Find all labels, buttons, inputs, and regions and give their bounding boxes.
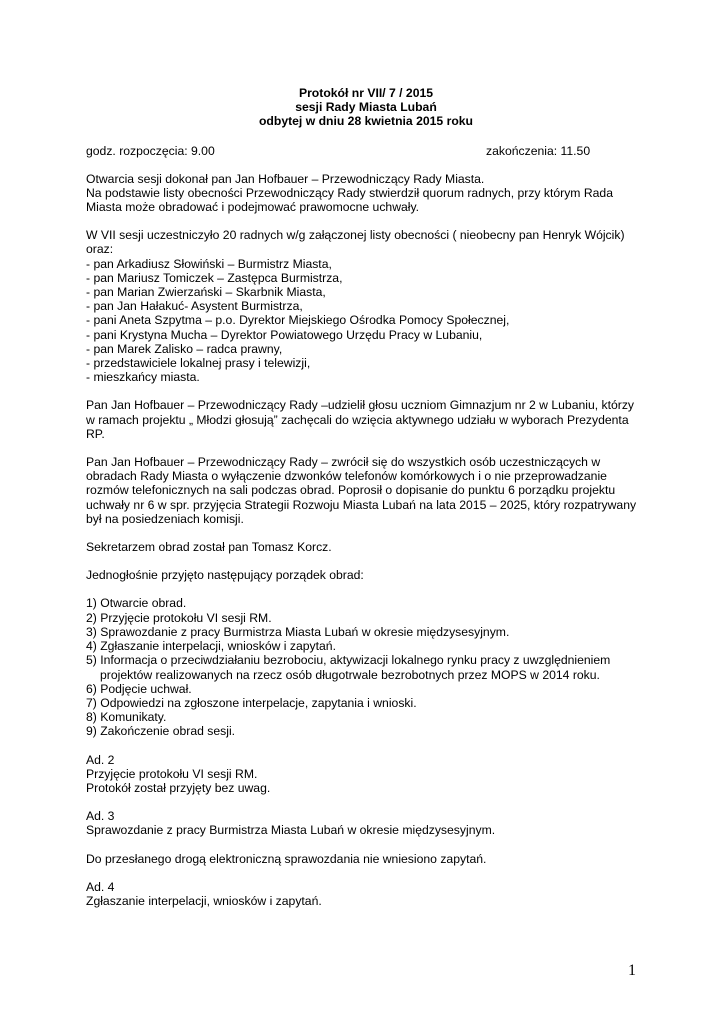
agenda-item: 3) Sprawozdanie z pracy Burmistrza Miasta Lubań w okresie międzysesyjnym. (86, 624, 510, 639)
ad2-line: Przyjęcie protokołu VI sesji RM. (86, 766, 258, 781)
attendee-item: - pan Jan Hałakuć- Asystent Burmistrza, (86, 299, 303, 314)
attendee-item: - mieszkańcy miasta. (86, 370, 200, 385)
agenda-item (86, 653, 646, 681)
attendee-item: - pan Marian Zwierzański – Skarbnik Miasta, (86, 285, 326, 300)
attendee-item: - pani Krystyna Mucha – Dyrektor Powiatowego Urzędu Pracy w Lubaniu, (86, 327, 483, 342)
attendee-item: - pan Arkadiusz Słowiński – Burmistrz Miasta, (86, 256, 332, 271)
students-line: w ramach projektu „ Młodzi głosują” zachęcali do wzięcia aktywnego udziału w wyborach Prezydenta (86, 412, 629, 427)
ad2-section (86, 753, 646, 796)
start-time: godz. rozpoczęcia: 9.00 (86, 143, 215, 158)
phones-line: był na posiedzeniach komisji. (86, 511, 244, 526)
title-line-2: sesji Rady Miasta Lubań (295, 100, 437, 115)
agenda-item: 8) Komunikaty. (86, 710, 167, 725)
document-title (86, 86, 646, 129)
ad3-note: Do przesłanego drogą elektroniczną sprawozdania nie wniesiono zapytań. (86, 851, 487, 866)
ad3-line: Sprawozdanie z pracy Burmistrza Miasta Lubań w okresie międzysesyjnym. (86, 823, 496, 838)
session-times (86, 144, 646, 158)
phones-line: rozmów telefonicznych na sali podczas obrad. Poprosił o dopisanie do punktu 6 porządku projektu (86, 483, 616, 498)
ad3-section (86, 809, 646, 866)
attendee-item: - pan Mariusz Tomiczek – Zastępca Burmistrza, (86, 270, 343, 285)
title-line-3: odbytej w dniu 28 kwietnia 2015 roku (258, 114, 474, 129)
phones-paragraph (86, 455, 646, 526)
attendance-line: oraz: (86, 242, 114, 257)
attendee-item: - przedstawiciele lokalnej prasy i telewizji, (86, 356, 311, 371)
ad2-heading: Ad. 2 (86, 752, 115, 767)
students-line: Pan Jan Hofbauer – Przewodniczący Rady –udzielił głosu uczniom Gimnazjum nr 2 w Lubaniu, którzy (86, 398, 635, 413)
opening-line: Miasta może obradować i podejmować prawomocne uchwały. (86, 200, 420, 215)
agenda-item: 6) Podjęcie uchwał. (86, 681, 192, 696)
ad3-heading: Ad. 3 (86, 809, 115, 824)
agenda-item-5-line-1: 5) Informacja o przeciwdziałaniu bezrobociu, aktywizacji lokalnego rynku pracy z uwzględnieniem (86, 653, 611, 668)
phones-line: uchwały nr 6 w spr. przyjęcia Strategii Rozwoju Miasta Lubań na lata 2015 – 2025, który rozpatrywany (86, 497, 637, 512)
ad4-section (86, 880, 646, 908)
attendance-paragraph (86, 228, 646, 384)
phones-line: obradach Rady Miasta o wyłączenie dzwonków telefonów komórkowych i o nie przeprowadzanie (86, 469, 607, 484)
students-line: RP. (86, 426, 105, 441)
title-line-1: Protokół nr VII/ 7 / 2015 (298, 86, 434, 100)
agenda-item: 9) Zakończenie obrad sesji. (86, 724, 236, 739)
agenda-item: 7) Odpowiedzi na zgłoszone interpelacje, zapytania i wnioski. (86, 695, 417, 710)
end-time: zakończenia: 11.50 (486, 143, 591, 158)
agenda-item-5-line-2: projektów realizowanych na rzecz osób długotrwale bezrobotnych przez MOPS w 2014 roku. (100, 667, 600, 682)
opening-line: Na podstawie listy obecności Przewodniczący Rady stwierdził quorum radnych, przy którym Rada (86, 185, 613, 200)
page-number: 1 (628, 962, 636, 979)
opening-line: Otwarcia sesji dokonał pan Jan Hofbauer – Przewodniczący Rady Miasta. (86, 171, 485, 186)
agenda-intro: Jednogłośnie przyjęto następujący porządek obrad: (86, 568, 364, 583)
attendee-item: - pani Aneta Szpytma – p.o. Dyrektor Miejskiego Ośrodka Pomocy Społecznej, (86, 313, 510, 328)
phones-line: Pan Jan Hofbauer – Przewodniczący Rady – zwrócił się do wszystkich osób uczestniczących w (86, 455, 601, 470)
secretary-line: Sekretarzem obrad został pan Tomasz Korcz. (86, 540, 332, 555)
attendance-line: W VII sesji uczestniczyło 20 radnych w/g załączonej listy obecności ( nieobecny pan Henryk Wójcik) (86, 228, 625, 243)
document-page (86, 86, 646, 908)
students-paragraph (86, 398, 646, 441)
agenda-item: 2) Przyjęcie protokołu VI sesji RM. (86, 610, 272, 625)
attendee-item: - pan Marek Zalisko – radca prawny, (86, 341, 283, 356)
opening-paragraph (86, 172, 646, 215)
agenda-item: 1) Otwarcie obrad. (86, 596, 187, 611)
ad2-line: Protokół został przyjęty bez uwag. (86, 780, 271, 795)
ad4-line: Zgłaszanie interpelacji, wniosków i zapytań. (86, 893, 322, 908)
ad4-heading: Ad. 4 (86, 879, 115, 894)
agenda-list (86, 596, 646, 738)
agenda-item: 4) Zgłaszanie interpelacji, wniosków i zapytań. (86, 639, 336, 654)
